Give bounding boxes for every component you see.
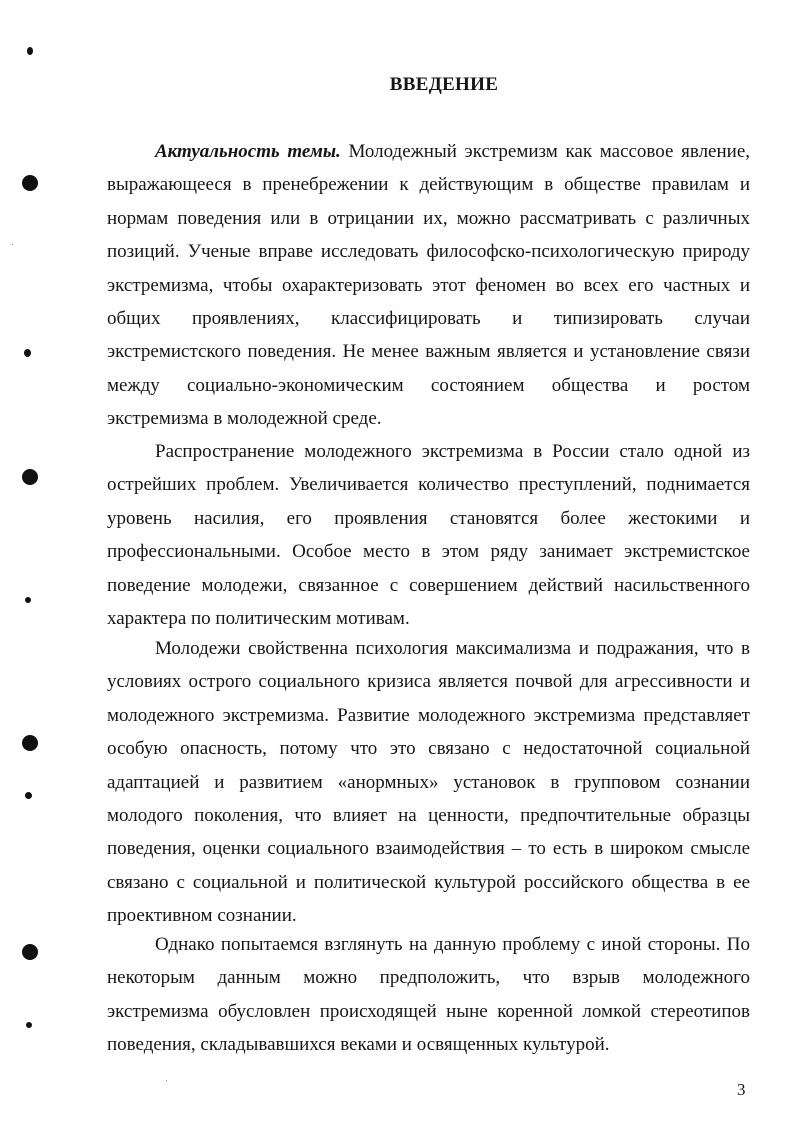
line-text: Молодежный экстремизм как массовое явление, (340, 141, 751, 162)
text-line: экстремизма обусловлен происходящей ныне коренной ломкой стереотипов (107, 1000, 750, 1022)
text-line: связано с социальной и политической культурой российского общества в ее (107, 871, 750, 893)
punch-hole-mark (22, 175, 38, 191)
text-line: общих проявлениях, классифицировать и типизировать случаи (107, 307, 750, 329)
paragraph-first-line (107, 135, 750, 168)
punch-hole-mark (22, 469, 38, 485)
text-line: экстремизма, чтобы охарактеризовать этот феномен во всех его частных и (107, 274, 750, 296)
text-line: экстремизма в молодежной среде. (107, 408, 382, 430)
text-line: между социально-экономическим состоянием общества и ростом (107, 374, 750, 396)
scan-speck (12, 244, 13, 245)
text-line: поведения, оценки социального взаимодействия – то есть в широком смысле (107, 838, 750, 860)
text-line: некоторым данным можно предположить, что взрыв молодежного (107, 967, 750, 989)
punch-hole-mark (25, 792, 32, 799)
text-line: молодого поколения, что влияет на ценности, предпочтительные образцы (107, 804, 750, 826)
text-line: острейших проблем. Увеличивается количество преступлений, поднимается (107, 474, 750, 496)
text-line: условиях острого социального кризиса является почвой для агрессивности и (107, 671, 750, 693)
punch-hole-mark (22, 944, 38, 960)
text-line: проективном сознании. (107, 905, 297, 927)
paragraph-first-line: Однако попытаемся взглянуть на данную проблему с иной стороны. По (155, 934, 750, 955)
scan-speck (166, 1080, 167, 1081)
text-line: поведение молодежи, связанное с совершением действий насильственного (107, 574, 750, 596)
punch-hole-mark (27, 47, 33, 55)
text-line: особую опасность, потому что это связано с недостаточной социальной (107, 738, 750, 760)
text-line: поведения, складывавшихся веками и освященных культурой. (107, 1034, 610, 1056)
text-line: нормам поведения или в отрицании их, можно рассматривать с различных (107, 207, 750, 229)
page-title: ВВЕДЕНИЕ (389, 74, 499, 95)
paragraph-4 (107, 928, 750, 1062)
paragraph-first-line: Распространение молодежного экстремизма в России стало одной из (155, 441, 750, 462)
punch-hole-mark (24, 349, 31, 357)
paragraph-3 (107, 632, 750, 933)
text-line: экстремистского поведения. Не менее важным является и установление связи (107, 341, 750, 363)
text-line: выражающееся в пренебрежении к действующим в обществе правилам и (107, 174, 750, 196)
text-line: профессиональными. Особое место в этом ряду занимает экстремистское (107, 541, 750, 563)
punch-hole-mark (26, 1022, 32, 1028)
punch-hole-mark (22, 735, 38, 751)
paragraph-first-line: Молодежи свойственна психология максимализма и подражания, что в (155, 638, 750, 659)
text-line: молодежного экстремизма. Развитие молодежного экстремизма представляет (107, 704, 750, 726)
paragraph-1 (107, 135, 750, 436)
paragraph-2 (107, 435, 750, 635)
text-line: адаптацией и развитием «анормных» установок в групповом сознании (107, 771, 750, 793)
page-number: 3 (737, 1080, 746, 1099)
text-line: характера по политическим мотивам. (107, 607, 410, 629)
text-line: уровень насилия, его проявления становятся более жестокими и (107, 507, 750, 529)
text-line: позиций. Ученые вправе исследовать философско-психологическую природу (107, 241, 750, 263)
lead-term: Актуальность темы. (155, 141, 341, 162)
punch-hole-mark (25, 597, 31, 603)
